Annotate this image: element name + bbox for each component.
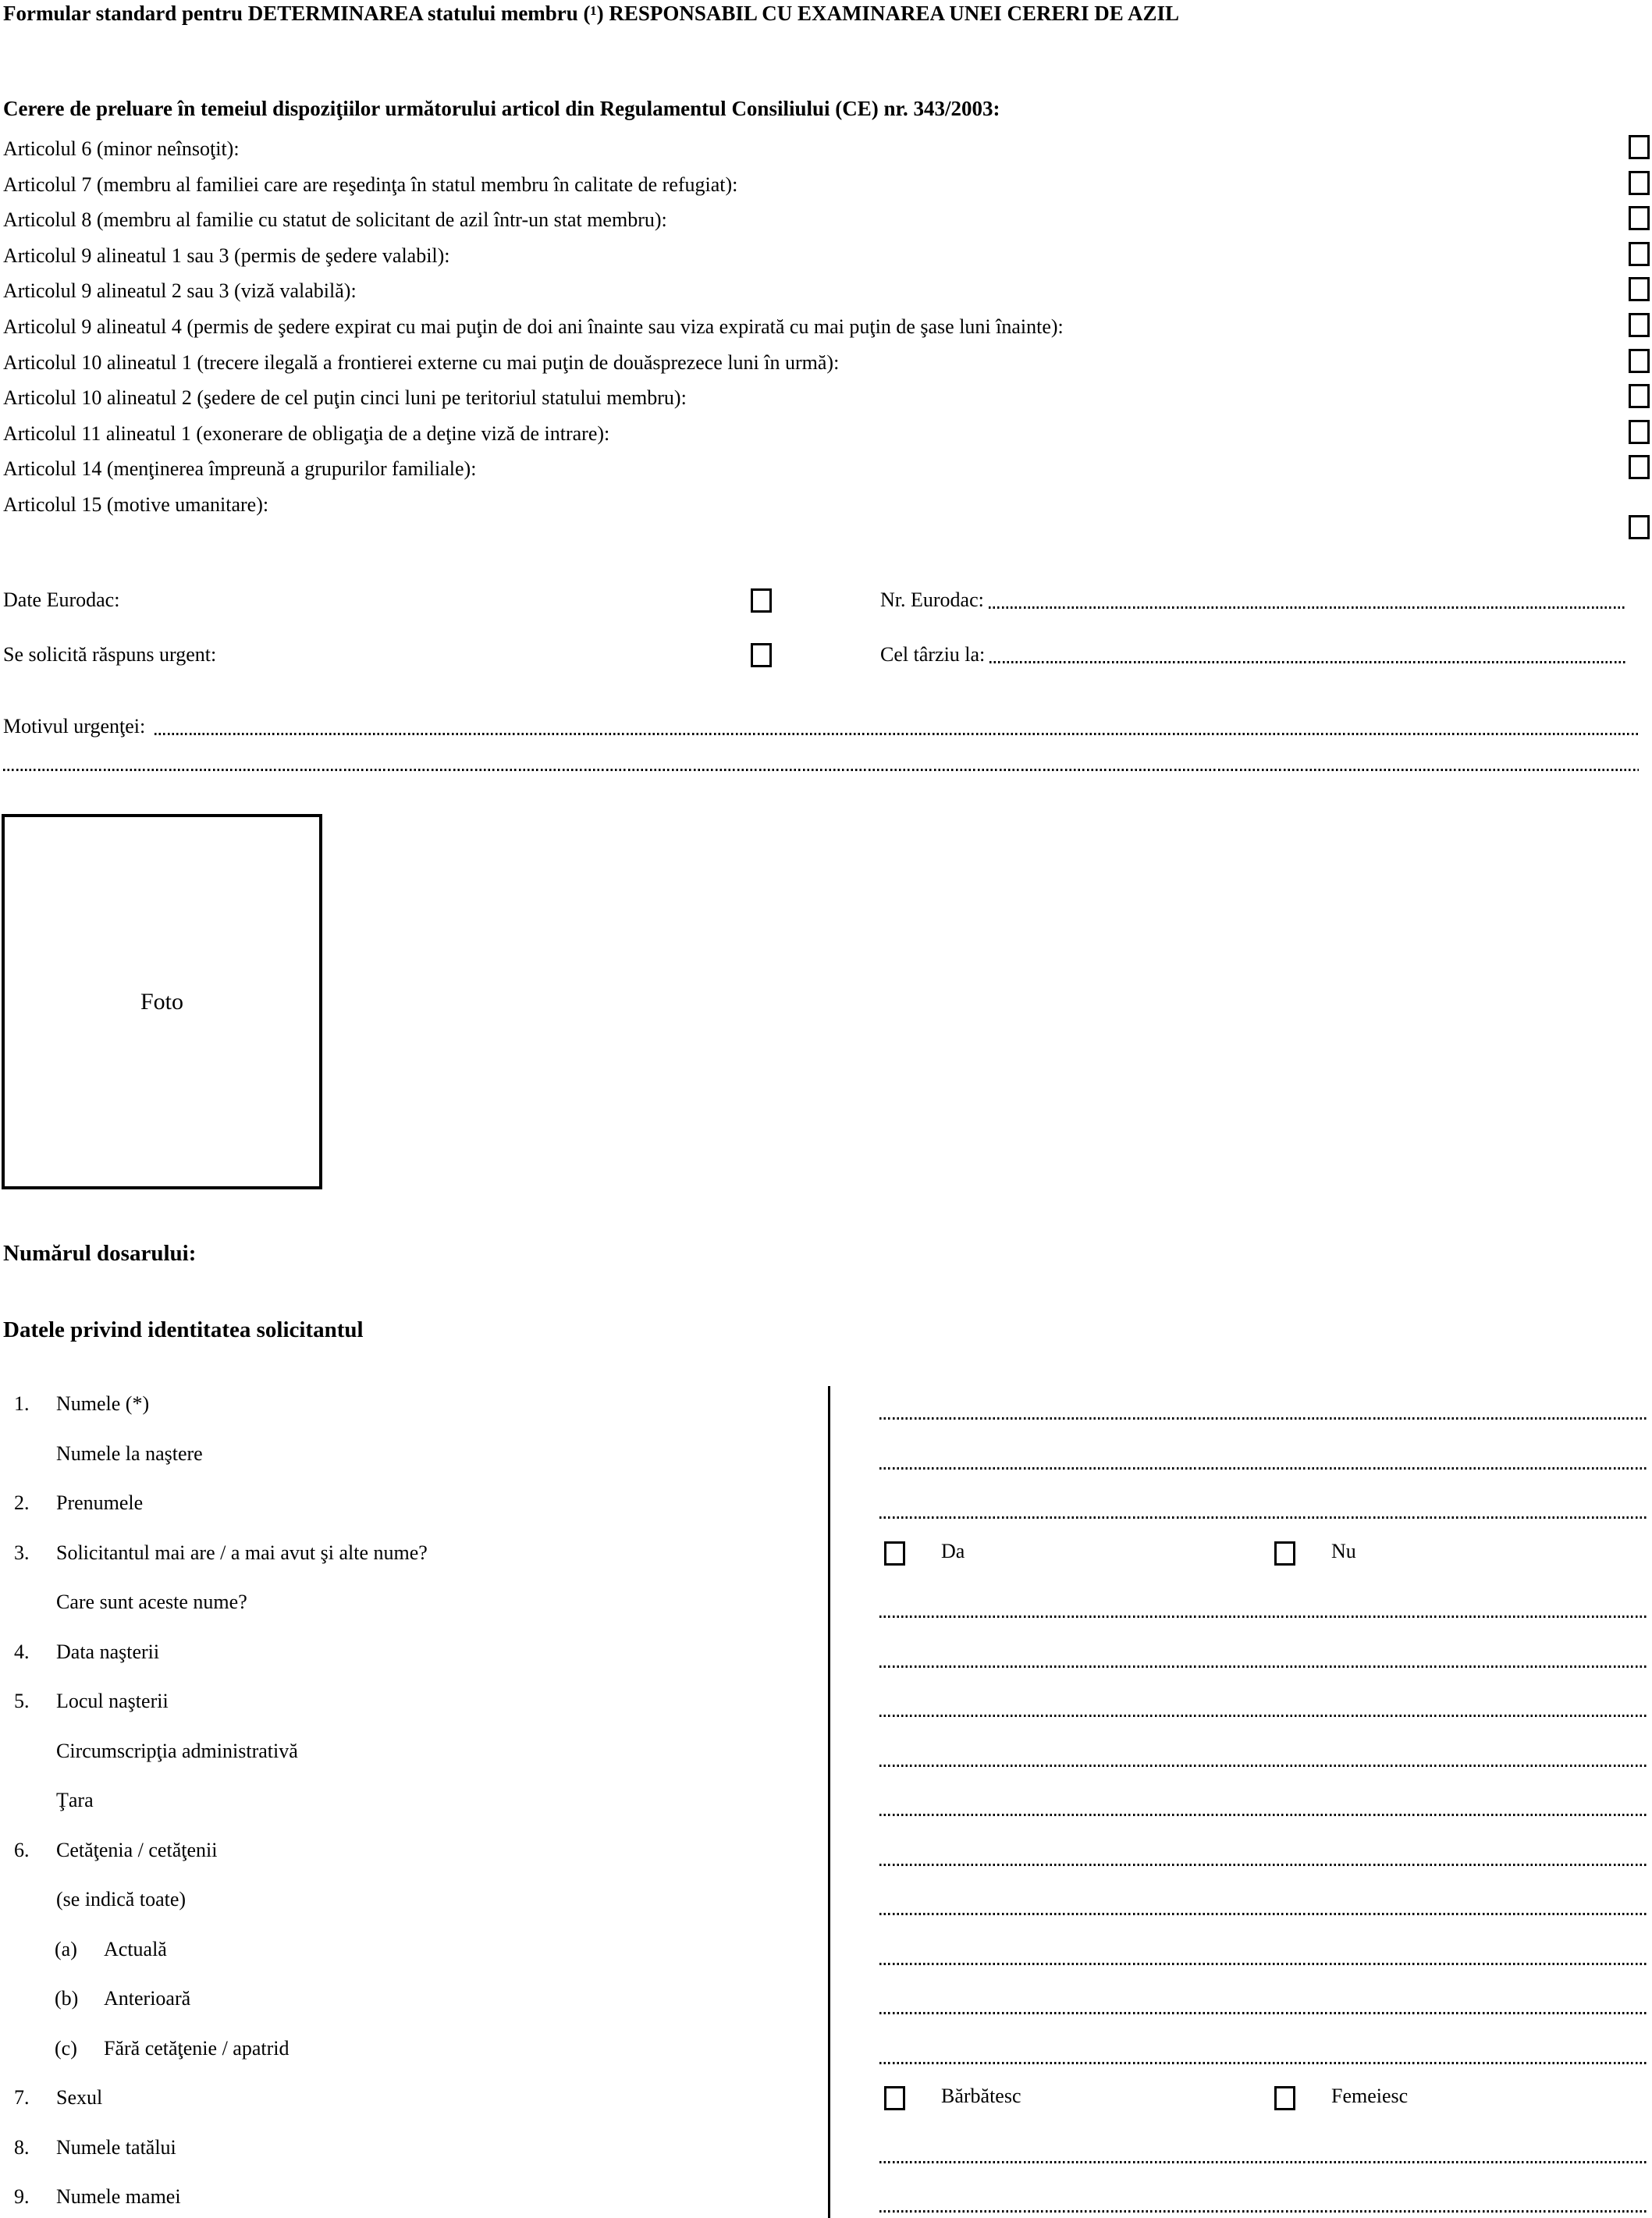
identity-row <box>0 2176 1652 2218</box>
identity-row-number: 6. <box>14 1838 30 1861</box>
identity-row-answer-area <box>879 1829 1648 1879</box>
option-checkbox-da[interactable] <box>884 1541 905 1566</box>
identity-row <box>0 1680 1652 1730</box>
answer-input-line[interactable] <box>879 1616 1648 1618</box>
identity-row <box>0 1581 1652 1631</box>
article-row <box>3 309 1652 345</box>
identity-row-number: 8. <box>14 2135 30 2159</box>
option-label: Nu <box>1331 1539 1356 1562</box>
article-checkbox[interactable] <box>1629 277 1650 301</box>
deadline-label: Cel târziu la: <box>880 643 986 666</box>
identity-row-label: Cetăţenia / cetăţenii <box>56 1838 218 1861</box>
article-label: Articolul 14 (menţinerea împreună a grupurilor familiale): <box>3 457 477 481</box>
identity-row-answer-area <box>879 1383 1648 1433</box>
urgency-reason-label: Motivul urgenţei: <box>3 715 146 738</box>
identity-row-label: Fără cetăţenie / apatrid <box>104 2036 290 2060</box>
identity-row <box>0 1779 1652 1829</box>
article-checkbox[interactable] <box>1629 384 1650 408</box>
identity-row-label: Circumscripţia administrativă <box>56 1739 298 1762</box>
identity-row-number: 1. <box>14 1392 30 1415</box>
article-row <box>3 416 1652 452</box>
article-label: Articolul 9 alineatul 1 sau 3 (permis de şedere valabil): <box>3 243 450 267</box>
identity-row-answer-area <box>879 1631 1648 1681</box>
option-label: Femeiesc <box>1331 2085 1409 2107</box>
page-title: Formular standard pentru DETERMINAREA statului membru (¹) RESPONSABIL CU EXAMINAREA UNEI CERERI DE AZIL <box>3 2 1180 25</box>
identity-row <box>0 2077 1652 2127</box>
answer-input-line[interactable] <box>879 1715 1648 1717</box>
identity-row <box>0 1433 1652 1483</box>
identity-row-answer-area <box>879 1532 1648 1582</box>
article-checkbox[interactable] <box>1629 455 1650 479</box>
answer-input-line[interactable] <box>879 1467 1648 1470</box>
eurodac-date-checkbox[interactable] <box>751 588 772 613</box>
option-checkbox-nu[interactable] <box>1274 1541 1295 1566</box>
answer-input-line[interactable] <box>879 2210 1648 2213</box>
identity-row-answer-area <box>879 2176 1648 2218</box>
identity-row-label: Locul naşterii <box>56 1690 169 1712</box>
identity-row-answer-area <box>879 2127 1648 2177</box>
identity-section-heading: Datele privind identitatea solicitantul <box>3 1317 364 1342</box>
request-section-heading: Cerere de preluare în temeiul dispoziţiilor următorului articol din Regulamentul Consiliului (CE) nr. 343/2003: <box>3 97 1000 120</box>
identity-row-label: Actuală <box>104 1937 167 1960</box>
article-label: Articolul 9 alineatul 2 sau 3 (viză valabilă): <box>3 279 357 303</box>
article-label: Articolul 6 (minor neînsoţit): <box>3 137 240 160</box>
eurodac-number-label: Nr. Eurodac: <box>880 588 984 611</box>
identity-row-number: 2. <box>14 1491 30 1514</box>
identity-row-answer-area <box>879 1879 1648 1928</box>
answer-input-line[interactable] <box>879 1913 1648 1915</box>
article-row <box>3 451 1652 487</box>
identity-row-label: Care sunt aceste nume? <box>56 1591 247 1613</box>
identity-row <box>0 2028 1652 2078</box>
identity-row-label: Solicitantul mai are / a mai avut şi alte nume? <box>56 1541 428 1564</box>
answer-input-line[interactable] <box>879 1417 1648 1420</box>
identity-row-answer-area <box>879 1928 1648 1978</box>
article-checkbox[interactable] <box>1629 420 1650 444</box>
identity-row-number: 7. <box>14 2086 30 2109</box>
identity-row-number: 9. <box>14 2185 30 2208</box>
identity-row-answer-area <box>879 1730 1648 1780</box>
article-row <box>3 131 1652 167</box>
identity-row-number: (b) <box>55 1987 79 2010</box>
answer-input-line[interactable] <box>879 1516 1648 1519</box>
identity-row <box>0 1928 1652 1978</box>
identity-row <box>0 1978 1652 2028</box>
urgency-reason-row <box>3 709 1639 740</box>
article-label: Articolul 8 (membru al familie cu statut de solicitant de azil într-un stat membru): <box>3 208 667 232</box>
option-checkbox-femeiesc[interactable] <box>1274 2086 1295 2110</box>
urgency-reason-input-line-2[interactable] <box>3 769 1639 771</box>
answer-input-line[interactable] <box>879 1765 1648 1767</box>
urgent-response-checkbox[interactable] <box>751 643 772 667</box>
deadline-input-line[interactable] <box>989 661 1625 663</box>
identity-row <box>0 1631 1652 1681</box>
answer-input-line[interactable] <box>879 2012 1648 2014</box>
identity-row-label: Numele tatălui <box>56 2135 176 2159</box>
identity-row-answer-area <box>879 2077 1648 2127</box>
identity-row-answer-area <box>879 2028 1648 2078</box>
identity-row-label: Numele la naştere <box>56 1441 203 1465</box>
option-label: Bărbătesc <box>941 2085 1021 2107</box>
identity-row-answer-area <box>879 1581 1648 1631</box>
article-checkbox[interactable] <box>1629 242 1650 266</box>
article-checkbox[interactable] <box>1629 313 1650 337</box>
identity-row-answer-area <box>879 1680 1648 1730</box>
identity-row-number: (c) <box>55 2036 77 2060</box>
urgent-response-row <box>3 642 1639 676</box>
identity-section <box>0 1383 1652 2218</box>
article-label: Articolul 11 alineatul 1 (exonerare de obligaţia de a deţine viză de intrare): <box>3 421 610 445</box>
article-checkbox[interactable] <box>1629 171 1650 195</box>
article-row <box>3 202 1652 238</box>
identity-row-label: Numele (*) <box>56 1392 150 1415</box>
answer-input-line[interactable] <box>879 1963 1648 1965</box>
identity-row-label: (se indică toate) <box>56 1888 187 1911</box>
identity-row-label: Numele mamei <box>56 2185 181 2208</box>
article-checkbox[interactable] <box>1629 206 1650 230</box>
identity-row-label: Anterioară <box>104 1987 191 2010</box>
article-row <box>3 167 1652 203</box>
photo-label: Foto <box>140 988 184 1015</box>
identity-row-label: Prenumele <box>56 1491 144 1514</box>
article-row <box>3 273 1652 309</box>
eurodac-date-label: Date Eurodac: <box>3 588 120 611</box>
article-checkbox[interactable] <box>1629 349 1650 373</box>
identity-row <box>0 1730 1652 1780</box>
article-row <box>3 345 1652 381</box>
identity-row <box>0 2127 1652 2177</box>
option-label: Da <box>941 1539 965 1562</box>
identity-row-label: Data naşterii <box>56 1640 160 1663</box>
eurodac-date-row <box>3 587 1639 621</box>
urgent-response-label: Se solicită răspuns urgent: <box>3 643 217 666</box>
option-checkbox-bărbătesc[interactable] <box>884 2086 905 2110</box>
identity-row <box>0 1879 1652 1928</box>
identity-row-number: 4. <box>14 1640 30 1663</box>
identity-row-answer-area <box>879 1433 1648 1483</box>
article-label: Articolul 10 alineatul 1 (trecere ilegală a frontierei externe cu mai puţin de douăsprezece luni în urmă): <box>3 350 840 374</box>
identity-row-label: Sexul <box>56 2086 103 2109</box>
answer-input-line[interactable] <box>879 1864 1648 1866</box>
identity-row-label: Ţara <box>56 1789 94 1811</box>
article-row <box>3 380 1652 416</box>
article-label: Articolul 9 alineatul 4 (permis de şedere expirat cu mai puţin de doi ani înainte sau viza expirată cu mai puţin de şase luni înainte): <box>3 315 1064 338</box>
identity-row-number: 5. <box>14 1690 30 1712</box>
article-label: Articolul 15 (motive umanitare): <box>3 492 269 516</box>
identity-row <box>0 1829 1652 1879</box>
article-label: Articolul 7 (membru al familiei care are reşedinţa în statul membru în calitate de refugiat): <box>3 172 738 196</box>
identity-rows <box>0 1383 1652 2218</box>
article-checkbox[interactable] <box>1629 515 1650 539</box>
article-label: Articolul 10 alineatul 2 (şedere de cel puţin cinci luni pe teritoriul statului membru): <box>3 386 687 410</box>
file-number-label: Numărul dosarului: <box>3 1241 197 1266</box>
identity-row-answer-area <box>879 1978 1648 2028</box>
article-row <box>3 238 1652 274</box>
identity-row-number: 3. <box>14 1541 30 1564</box>
identity-row <box>0 1532 1652 1582</box>
urgency-reason-input-line[interactable] <box>155 733 1639 735</box>
articles-list <box>3 131 1652 523</box>
answer-input-line[interactable] <box>879 1814 1648 1816</box>
identity-row <box>0 1482 1652 1532</box>
article-checkbox[interactable] <box>1629 135 1650 159</box>
photo-placeholder <box>2 814 322 1189</box>
answer-input-line[interactable] <box>879 2161 1648 2163</box>
article-row <box>3 487 1652 523</box>
identity-row-answer-area <box>879 1482 1648 1532</box>
answer-input-line[interactable] <box>879 1665 1648 1668</box>
identity-row-answer-area <box>879 1779 1648 1829</box>
identity-row-number: (a) <box>55 1937 77 1960</box>
answer-input-line[interactable] <box>879 2062 1648 2064</box>
eurodac-number-input-line[interactable] <box>989 606 1625 609</box>
identity-row <box>0 1383 1652 1433</box>
